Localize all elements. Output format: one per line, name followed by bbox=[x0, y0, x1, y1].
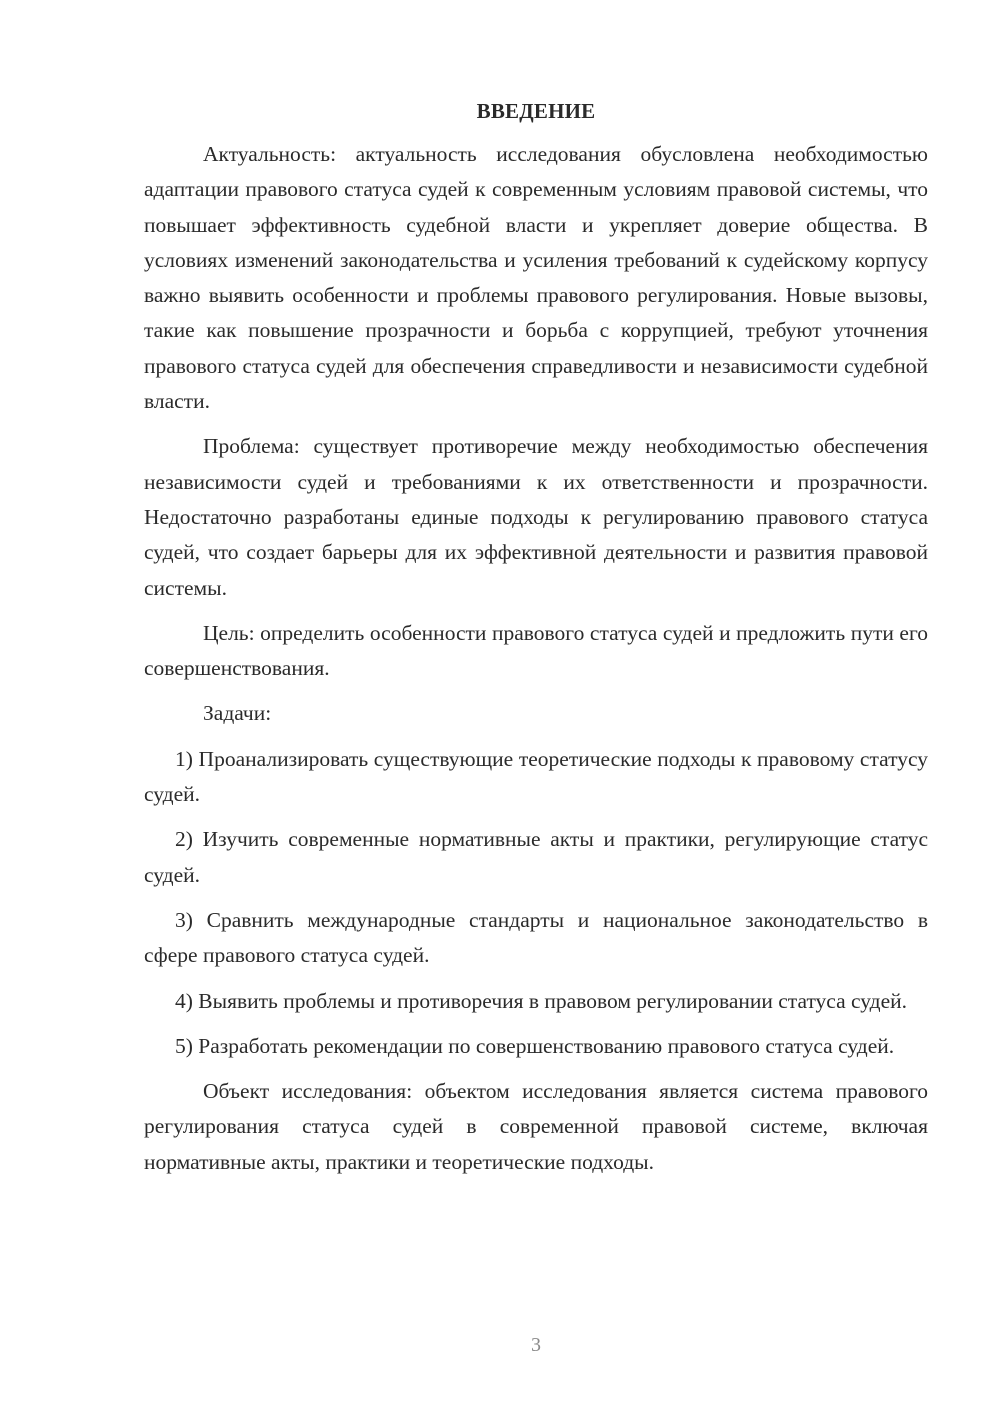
problem-paragraph: Проблема: существует противоречие между необходимостью обеспечения независимости судей и требованиями к их ответственности и прозрачности. Недостаточно разработаны единые подходы к регулированию правового статуса судей, что создает барьеры для их эффективной деятельности и развития правовой системы. bbox=[144, 434, 928, 600]
task-item: 2) Изучить современные нормативные акты и практики, регулирующие статус судей. bbox=[144, 827, 928, 887]
tasks-heading: Задачи: bbox=[203, 701, 272, 726]
page-number: 3 bbox=[531, 1334, 541, 1356]
goal-paragraph: Цель: определить особенности правового статуса судей и предложить пути его совершенствования. bbox=[144, 620, 928, 681]
task-item: 4) Выявить проблемы и противоречия в правовом регулировании статуса судей. bbox=[175, 988, 908, 1013]
task-item: 1) Проанализировать существующие теоретические подходы к правовому статусу судей. bbox=[144, 746, 928, 807]
task-item: 5) Разработать рекомендации по совершенствованию правового статуса судей. bbox=[175, 1033, 895, 1058]
relevance-paragraph: Актуальность: актуальность исследования обусловлена необходимостью адаптации правового статуса судей к современным условиям правовой системы, что повышает эффективность судебной власти и укрепляет доверие общества. В условиях изменений законодательства и усиления требований к судейскому корпусу важно выявить особенности и проблемы правового регулирования. Новые вызовы, такие как повышение прозрачности и борьба с коррупцией, требуют уточнения правового статуса судей для обеспечения справедливости и независимости судебной власти. bbox=[144, 142, 928, 414]
object-paragraph: Объект исследования: объектом исследования является система правового регулирования статуса судей в современной правовой системе, включая нормативные акты, практики и теоретические подходы. bbox=[144, 1079, 928, 1174]
section-title: ВВЕДЕНИЕ bbox=[476, 99, 596, 123]
task-item: 3) Сравнить международные стандарты и национальное законодательство в сфере правового статуса судей. bbox=[144, 907, 928, 968]
page-content bbox=[144, 96, 928, 1190]
